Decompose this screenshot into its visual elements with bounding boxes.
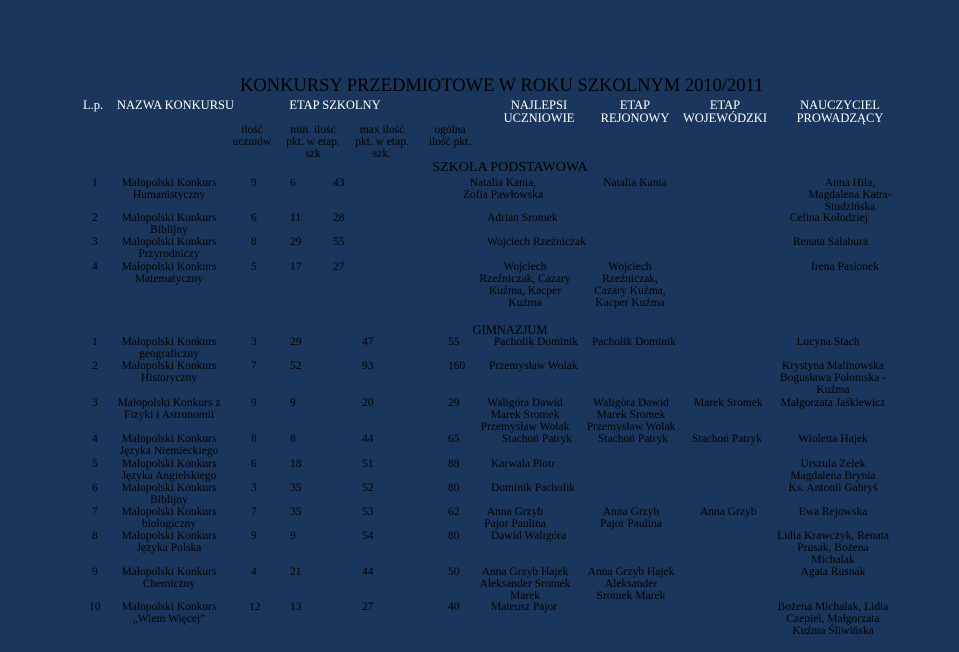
row-min: 29 xyxy=(290,336,302,348)
row-max: 54 xyxy=(362,530,374,542)
row-lp: 5 xyxy=(92,458,98,470)
row-nauczyciel: Celina Kołodziej xyxy=(789,212,868,224)
row-rejonowy: Stachoń Patryk xyxy=(598,433,668,445)
row-ogolna: 62 xyxy=(448,506,460,518)
row-ogolna: 50 xyxy=(448,566,460,578)
row-max: 53 xyxy=(362,506,374,518)
row-max: 27 xyxy=(362,601,374,613)
row-ilosc: 12 xyxy=(249,601,261,613)
header-najlepsi: NAJLEPSI UCZNIOWIE xyxy=(503,98,575,125)
row-lp: 3 xyxy=(92,236,98,248)
row-min: 11 xyxy=(290,212,302,224)
row-lp: 6 xyxy=(92,482,98,494)
row-max: 44 xyxy=(362,566,374,578)
row-max: 55 xyxy=(333,236,345,248)
row-nauczyciel: Krystyna Malinowska Bogusława Połomska - Kuźma xyxy=(779,360,887,396)
row-max: 20 xyxy=(362,397,374,409)
row-nauczyciel: Urszula Zelek Magdalena Brynia xyxy=(790,458,876,482)
row-nauczyciel: Lucyna Stach xyxy=(796,336,860,348)
row-najlepsi: Przemysław Wolak xyxy=(489,360,578,372)
row-min: 8 xyxy=(290,433,296,445)
row-name: Małopolski Konkurs z Fizyki i Astronomii xyxy=(117,397,221,421)
row-najlepsi: Natalia Kania, Zofia Pawłowska xyxy=(462,177,544,201)
row-name: Małopolski Konkurs Języka Niemieckiego xyxy=(119,433,219,457)
section-title-gimnazjum: GIMNAZJUM xyxy=(472,323,548,337)
row-nauczyciel: Lidia Krawczyk, Renata Prusak, Bożena Michalak xyxy=(776,530,890,566)
row-min: 17 xyxy=(290,261,302,273)
row-rejonowy: Anna Grzyb Pajor Paulina xyxy=(600,506,662,530)
row-max: 51 xyxy=(362,458,374,470)
row-nauczyciel: Bożena Michalak, Lidia Czepiel, Małgorzata Kuźma Śliwińska xyxy=(777,601,889,637)
row-ogolna: 55 xyxy=(448,336,460,348)
row-nauczyciel: Renata Salabura xyxy=(792,236,868,248)
row-min: 52 xyxy=(290,360,302,372)
row-min: 18 xyxy=(290,458,302,470)
row-lp: 1 xyxy=(92,336,98,348)
row-najlepsi: Karwala Piotr xyxy=(491,458,556,470)
row-min: 29 xyxy=(290,236,302,248)
row-max: 93 xyxy=(362,360,374,372)
row-ilosc: 4 xyxy=(251,566,257,578)
header-wojewodzki: ETAP WOJEWÓDZKI xyxy=(682,98,767,125)
row-lp: 7 xyxy=(92,506,98,518)
row-najlepsi: Stachoń Patryk xyxy=(502,433,572,445)
row-ogolna: 29 xyxy=(448,397,460,409)
row-name: Małopolski Konkurs Historyczny xyxy=(121,360,217,384)
header-lp: L.p. xyxy=(83,98,104,112)
header-nauczyciel: NAUCZYCIEL PROWADZĄCY xyxy=(796,98,884,125)
row-lp: 9 xyxy=(92,566,98,578)
row-ogolna: 40 xyxy=(448,601,460,613)
page-title: KONKURSY PRZEDMIOTOWE W ROKU SZKOLNYM 2010/2011 xyxy=(240,76,764,96)
row-max: 52 xyxy=(362,482,374,494)
row-rejonowy: Wojciech Rzeźniczak, Cazary Kuźma, Kacper Kuźma xyxy=(594,261,666,309)
row-ogolna: 65 xyxy=(448,433,460,445)
header-etap-szkolny: ETAP SZKOLNY xyxy=(289,98,381,112)
row-ogolna: 160 xyxy=(448,360,466,372)
row-name: Małopolski Konkurs Języka Angielskiego xyxy=(121,458,217,482)
row-wojewodzki: Anna Grzyb xyxy=(700,506,757,518)
row-ilosc: 3 xyxy=(251,336,257,348)
row-ilosc: 8 xyxy=(251,433,257,445)
row-ilosc: 7 xyxy=(251,506,257,518)
row-nauczyciel: Agata Rusnak xyxy=(800,566,866,578)
row-najlepsi: Dominik Pacholik xyxy=(491,482,576,494)
row-najlepsi: Dawid Waligóra xyxy=(491,530,567,542)
row-min: 35 xyxy=(290,506,302,518)
row-lp: 3 xyxy=(92,397,98,409)
row-nauczyciel: Małgorzata Jaśkiewicz xyxy=(780,397,886,409)
row-lp: 2 xyxy=(92,360,98,372)
row-name: Małopolski Konkurs Biblijny xyxy=(121,212,217,236)
row-min: 6 xyxy=(290,177,296,189)
row-min: 9 xyxy=(290,397,296,409)
row-ilosc: 6 xyxy=(251,212,257,224)
row-min: 21 xyxy=(290,566,302,578)
row-max: 47 xyxy=(362,336,374,348)
row-rejonowy: Waligóra Dawid Marek Sromek Przemysław Wolak xyxy=(586,397,676,433)
row-najlepsi: Anna Grzyb Pajor Paulina xyxy=(484,506,546,530)
row-name: Małopolski Konkurs „Wiem Więcej” xyxy=(121,601,217,625)
row-name: Małopolski Konkurs geograficzny xyxy=(121,336,217,360)
row-name: Małopolski Konkurs Biblijny xyxy=(121,482,217,506)
row-ilosc: 9 xyxy=(251,530,257,542)
header-name: NAZWA KONKURSU xyxy=(117,98,235,112)
row-najlepsi: Wojciech Rzeźniczak xyxy=(487,236,587,248)
header-min: min. ilość pkt. w etap. szk xyxy=(286,124,340,160)
row-nauczyciel: Ewa Rejowska xyxy=(798,506,868,518)
row-max: 27 xyxy=(333,261,345,273)
row-nauczyciel: Ks. Antonii Gabryś xyxy=(788,482,878,494)
row-lp: 4 xyxy=(92,261,98,273)
row-nauczyciel: Wioletta Hajek xyxy=(798,433,868,445)
row-ilosc: 8 xyxy=(251,236,257,248)
header-max: max ilość pkt. w etap. szk. xyxy=(355,124,409,160)
row-rejonowy: Pacholik Dominik xyxy=(592,336,677,348)
row-name: Małopolski Konkurs Humanistyczny xyxy=(121,177,217,201)
row-ogolna: 88 xyxy=(448,458,460,470)
row-max: 28 xyxy=(333,212,345,224)
row-name: Małopolski Konkurs Przyrodniczy xyxy=(121,236,217,260)
row-najlepsi: Pacholik Dominik xyxy=(494,336,579,348)
row-min: 9 xyxy=(290,530,296,542)
row-wojewodzki: Marek Sromek xyxy=(694,397,763,409)
row-rejonowy: Anna Grzyb Hajek Aleksander Sromek Marek xyxy=(587,566,675,602)
row-ilosc: 9 xyxy=(251,397,257,409)
row-min: 35 xyxy=(290,482,302,494)
row-najlepsi: Waligóra Dawid Marek Sromek Przemysław Wolak xyxy=(480,397,570,433)
row-ilosc: 6 xyxy=(251,458,257,470)
row-name: Małopolski Konkurs biologiczny xyxy=(121,506,217,530)
row-nauczyciel: Anna Hila, Magdalena Katra- Studzińska xyxy=(808,177,892,213)
row-ilosc: 3 xyxy=(251,482,257,494)
row-lp: 10 xyxy=(89,601,101,613)
row-nauczyciel: Irena Pasionek xyxy=(810,261,880,273)
row-najlepsi: Mateusz Pajor xyxy=(491,601,558,613)
row-lp: 8 xyxy=(92,530,98,542)
row-wojewodzki: Stachoń Patryk xyxy=(692,433,762,445)
header-ogolna: ogólna ilość pkt. xyxy=(428,124,472,148)
row-ilosc: 5 xyxy=(251,261,257,273)
row-ilosc: 9 xyxy=(251,177,257,189)
row-lp: 2 xyxy=(92,212,98,224)
row-najlepsi: Adrian Sromek xyxy=(487,212,558,224)
row-ogolna: 80 xyxy=(448,530,460,542)
row-name: Małopolski Konkurs Języka Polska xyxy=(121,530,217,554)
row-najlepsi: Anna Grzyb Hajek Aleksander Sromek Marek xyxy=(479,566,571,602)
row-rejonowy: Natalia Kania xyxy=(603,177,667,189)
row-lp: 4 xyxy=(92,433,98,445)
row-min: 13 xyxy=(290,601,302,613)
row-ogolna: 80 xyxy=(448,482,460,494)
header-rejonowy: ETAP REJONOWY xyxy=(600,98,670,125)
row-ilosc: 7 xyxy=(251,360,257,372)
row-najlepsi: Wojciech Rzeźniczak, Cazary Kuźma, Kacper Kuźma xyxy=(479,261,571,309)
row-name: Małopolski Konkurs Chemiczny xyxy=(121,566,217,590)
row-lp: 1 xyxy=(92,177,98,189)
header-ilosc: ilość uczniów xyxy=(232,124,272,148)
row-max: 44 xyxy=(362,433,374,445)
row-name: Małopolski Konkurs Matematyczny xyxy=(121,261,217,285)
row-max: 43 xyxy=(333,177,345,189)
section-title-podstawowa: SZKOŁA PODSTAWOWA xyxy=(432,160,588,175)
